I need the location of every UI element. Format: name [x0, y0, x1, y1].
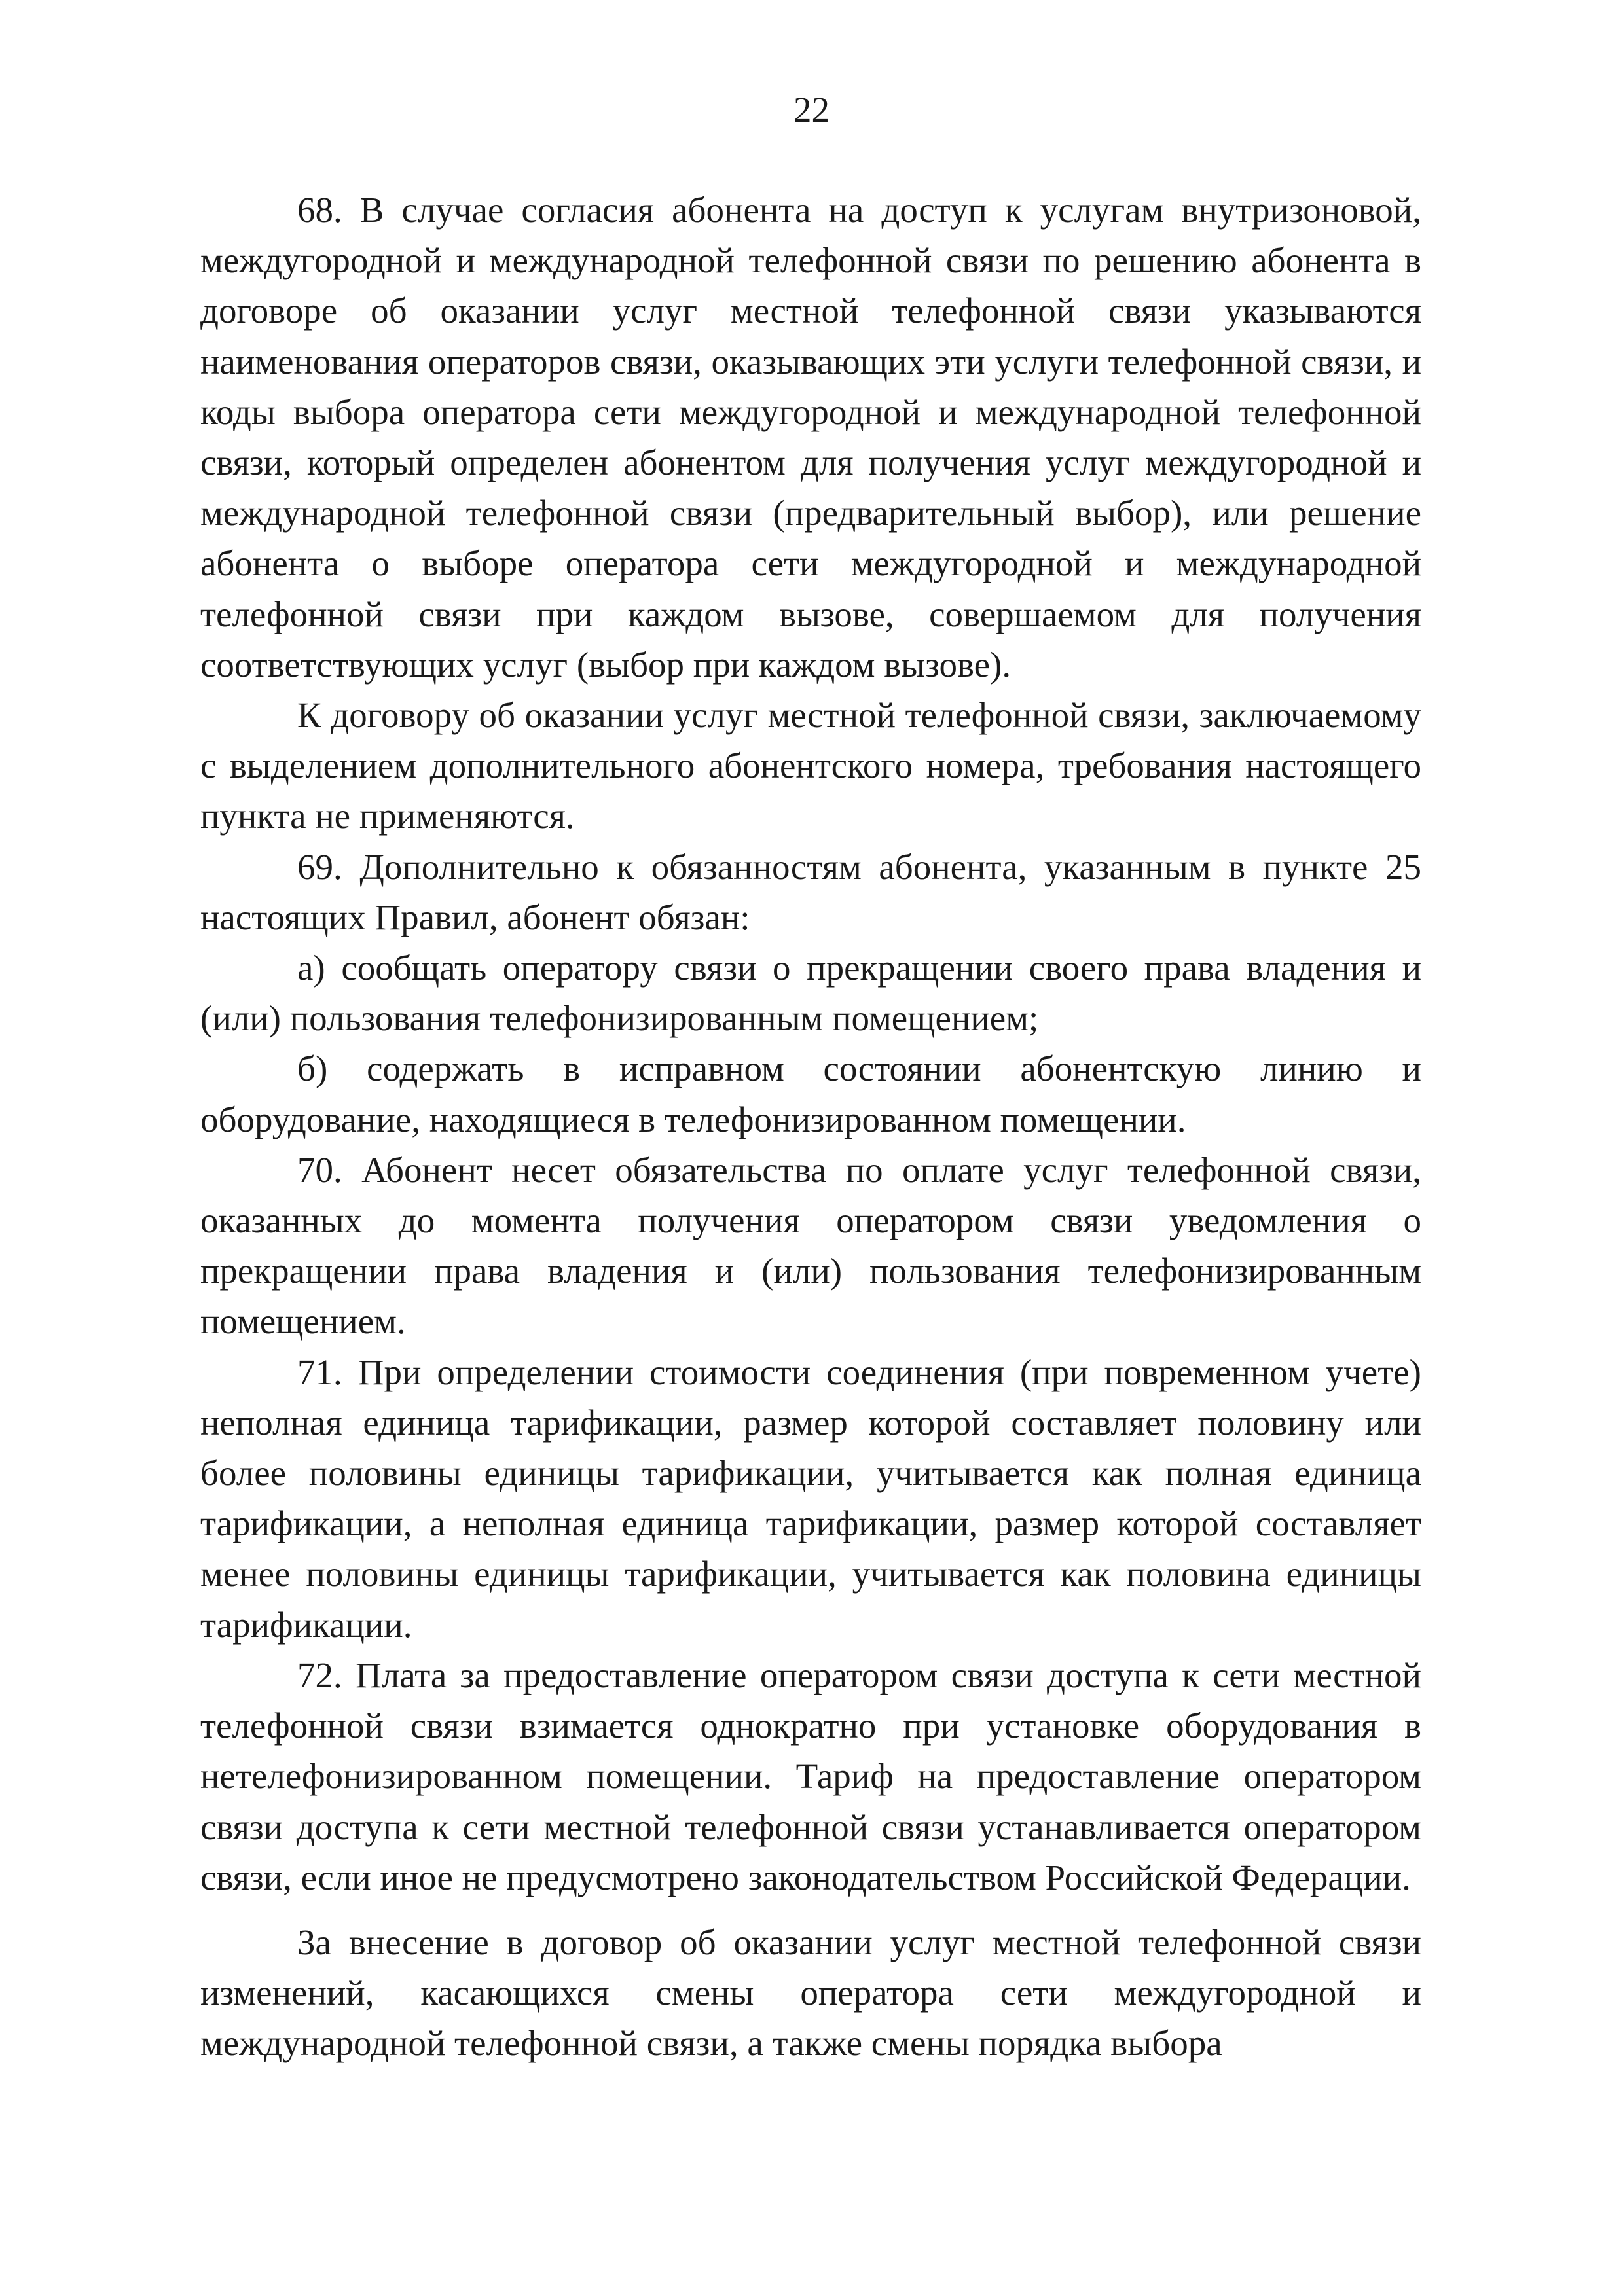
body-text — [200, 185, 1421, 2069]
paragraph-68: 68. В случае согласия абонента на доступ к услугам внутризоновой, междугородной и международной телефонной связи по решению абонента в договоре об оказании услуг местной телефонной связи указываются наименования операторов связи, оказывающих эти услуги телефонной связи, и коды выбора оператора сети междугородной и международной телефонной связи, который определен абонентом для получения услуг междугородной и международной телефонной связи (предварительный выбор), или решение абонента о выборе оператора сети междугородной и международной телефонной связи при каждом вызове, совершаемом для получения соответствующих услуг (выбор при каждом вызове). — [200, 190, 1421, 685]
paragraph-72: 72. Плата за предоставление оператором связи доступа к сети местной телефонной связи взимается однократно при установке оборудования в нетелефонизированном помещении. Тариф на предоставление оператором связи доступа к сети местной телефонной связи устанавливается оператором связи, если иное не предусмотрено законодательством Российской Федерации. — [200, 1655, 1421, 1897]
paragraph-68-note: К договору об оказании услуг местной телефонной связи, заключаемому с выделением дополнительного абонентского номера, требования настоящего пункта не применяются. — [200, 695, 1421, 836]
paragraph-69: 69. Дополнительно к обязанностям абонента, указанным в пункте 25 настоящих Правил, абонент обязан: — [200, 846, 1421, 937]
paragraph-71: 71. При определении стоимости соединения (при повременном учете) неполная единица тарификации, размер которой составляет половину или более половины единицы тарификации, учитывается как полная единица тарификации, а неполная единица тарификации, размер которой составляет менее половины единицы тарификации, учитывается как половина единицы тарификации. — [200, 1352, 1421, 1645]
paragraph-72-continued: За внесение в договор об оказании услуг местной телефонной связи изменений, касающихся смены оператора сети междугородной и международной телефонной связи, а также смены порядка выбора — [200, 1922, 1421, 2064]
paragraph-70: 70. Абонент несет обязательства по оплате услуг телефонной связи, оказанных до момента получения оператором связи уведомления о прекращении права владения и (или) пользования телефонизированным помещением. — [200, 1149, 1421, 1342]
paragraph-69-b: б) содержать в исправном состоянии абонентскую линию и оборудование, находящиеся в телефонизированном помещении. — [200, 1049, 1421, 1139]
page-number: 22 — [793, 90, 830, 130]
paragraph-69-a: а) сообщать оператору связи о прекращении своего права владения и (или) пользования телефонизированным помещением; — [200, 948, 1421, 1039]
